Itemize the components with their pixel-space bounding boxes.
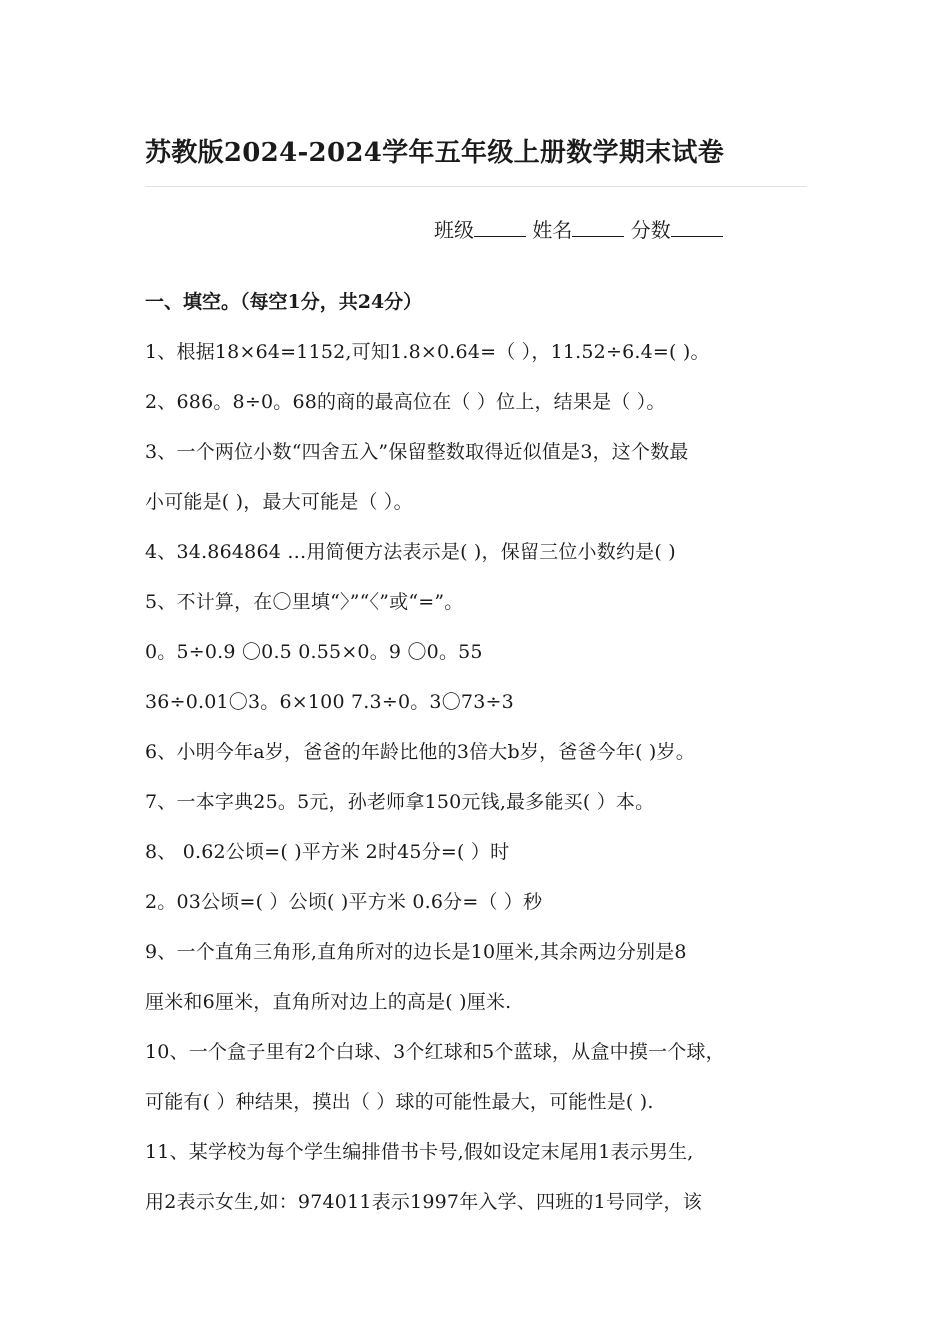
question-line: 2。03公顷=( ）公顷( )平方米 0.6分=（ ）秒: [145, 891, 543, 913]
question-line: 厘米和6厘米，直角所对边上的高是( )厘米.: [145, 991, 512, 1013]
score-label: 分数: [630, 218, 671, 242]
question-line: 8、 0.62公顷=( )平方米 2时45分=( ）时: [145, 841, 510, 863]
class-label: 班级: [434, 218, 474, 242]
question-line: 可能有( ）种结果，摸出（ ）球的可能性最大，可能性是( ).: [145, 1091, 654, 1113]
question-line: 2、686。8÷0。68的商的最高位在（ ）位上，结果是（ ）。: [145, 391, 666, 413]
score-blank: [671, 218, 723, 237]
question-line: 小可能是( )，最大可能是（ ）。: [145, 491, 413, 513]
name-label: 姓名: [532, 218, 573, 242]
question-line: 6、小明今年a岁，爸爸的年龄比他的3倍大b岁，爸爸今年( )岁。: [145, 741, 695, 763]
question-line: 5、不计算，在〇里填“〉”“〈”或“=”。: [145, 591, 464, 613]
question-line: 36÷0.01〇3。6×100 7.3÷0。3〇73÷3: [145, 691, 514, 713]
question-line: 9、一个直角三角形,直角所对的边长是10厘米,其余两边分别是8: [145, 941, 687, 963]
title-divider: [145, 186, 807, 187]
question-line: 4、34.864864 …用简便方法表示是( )，保留三位小数约是( ): [145, 541, 676, 563]
question-line: 3、一个两位小数“四舍五入”保留整数取得近似值是3，这个数最: [145, 441, 689, 463]
class-blank: [474, 218, 526, 237]
question-line: 10、一个盒子里有2个白球、3个红球和5个蓝球，从盒中摸一个球，: [145, 1041, 725, 1063]
question-line: 用2表示女生,如：974011表示1997年入学、四班的1号同学，该: [145, 1191, 702, 1213]
exam-title: 苏教版2024-2024学年五年级上册数学期末试卷: [145, 138, 725, 168]
question-line: 1、根据18×64=1152,可知1.8×0.64=（ ），11.52÷6.4=( )。: [145, 341, 710, 363]
question-line: 7、一本字典25。5元，孙老师拿150元钱,最多能买( ）本。: [145, 791, 655, 813]
student-info-row: [434, 214, 723, 243]
question-line: 11、某学校为每个学生编排借书卡号,假如设定末尾用1表示男生,: [145, 1141, 694, 1163]
question-line: 0。5÷0.9 〇0.5 0.55×0。9 〇0。55: [145, 641, 483, 663]
section-heading: 一、填空。（每空1分，共24分）: [145, 291, 423, 313]
name-blank: [572, 218, 624, 237]
